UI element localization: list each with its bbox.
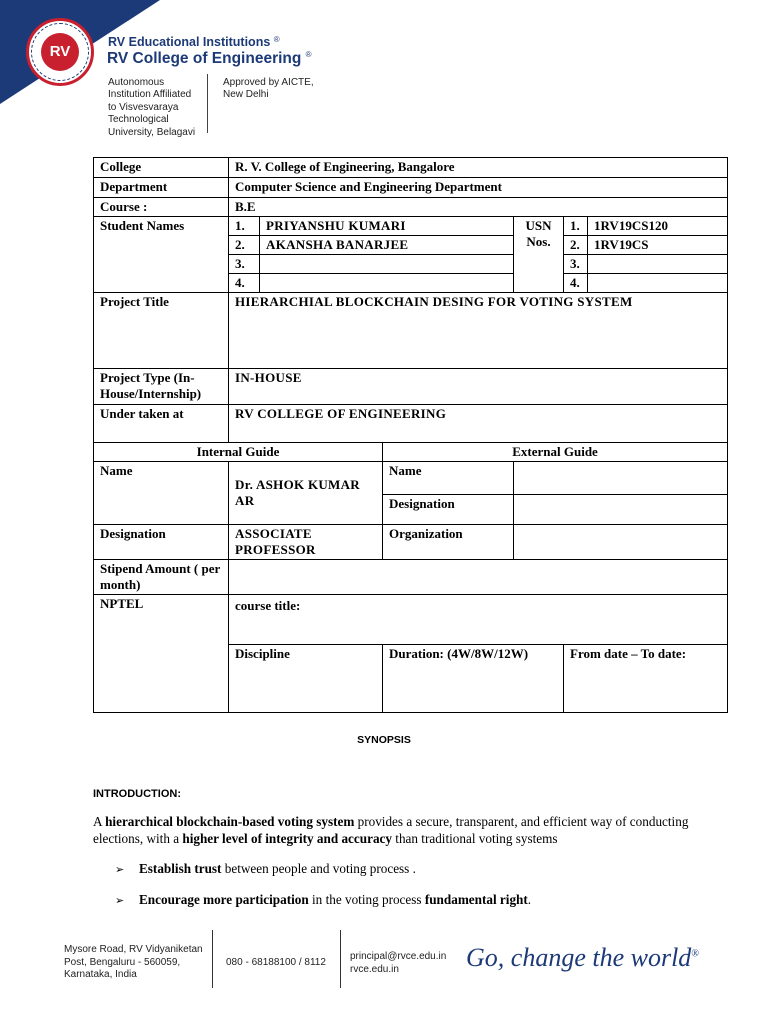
student-no: 1. (229, 217, 260, 236)
project-title-value: HIERARCHIAL BLOCKCHAIN DESING FOR VOTING SYSTEM (229, 293, 728, 369)
department-value: Computer Science and Engineering Department (229, 178, 728, 198)
autonomous-line: University, Belagavi (108, 126, 196, 138)
project-title-label: Project Title (94, 293, 229, 369)
aicte-line: New Delhi (223, 89, 269, 101)
duration-label: Duration: (4W/8W/12W) (383, 645, 564, 713)
student-name: AKANSHA BANARJEE (260, 236, 514, 255)
edu-institutions-text: RV Educational Institutions (108, 35, 271, 49)
external-name-label: Name (383, 462, 514, 495)
address-line: Karnataka, India (64, 969, 137, 980)
internal-guide-header: Internal Guide (94, 443, 383, 462)
college-title-text: RV College of Engineering (107, 50, 302, 67)
external-designation-label: Designation (383, 495, 514, 525)
project-type-label: Project Type (In-House/Internship) (94, 369, 229, 405)
autonomous-line: Autonomous (108, 77, 165, 88)
bullet-text: in the voting process (308, 892, 425, 907)
bullet-text: between people and voting process . (221, 861, 416, 876)
reg-mark: ® (305, 50, 312, 59)
autonomous-line: Technological (108, 114, 169, 126)
course-value: B.E (229, 198, 728, 217)
usn-value (588, 274, 728, 293)
intro-bold: hierarchical blockchain-based voting system (105, 814, 355, 829)
organization-label: Organization (383, 525, 514, 560)
arrow-bullet-icon: ➢ (115, 895, 125, 907)
undertaken-label: Under taken at (94, 405, 229, 443)
autonomous-line: to Visvesvaraya (108, 101, 179, 113)
synopsis-heading: SYNOPSIS (357, 734, 411, 746)
slogan (466, 943, 699, 973)
autonomous-line: Institution Affiliated (108, 89, 192, 101)
student-no: 4. (229, 274, 260, 293)
address-line: Post, Bengaluru - 560059, (64, 956, 181, 968)
internal-name-label: Name (94, 462, 229, 525)
student-name: PRIYANSHU KUMARI (260, 217, 514, 236)
bullet-item (115, 892, 531, 908)
college-title (107, 50, 312, 68)
introduction-paragraph (93, 813, 733, 847)
bullet-text: . (527, 892, 532, 907)
footer-website-link[interactable]: rvce.edu.in (350, 963, 399, 975)
aicte-info (223, 77, 314, 102)
bullet-bold: Establish trust (139, 861, 222, 876)
nptel-label: NPTEL (94, 595, 229, 713)
usn-label: USN Nos. (514, 217, 564, 293)
college-value: R. V. College of Engineering, Bangalore (229, 158, 728, 178)
logo-emblem: RV (41, 33, 79, 71)
autonomous-info (108, 77, 195, 139)
undertaken-value: RV COLLEGE OF ENGINEERING (229, 405, 728, 443)
discipline-label: Discipline (229, 645, 383, 713)
edu-institutions-title (108, 35, 280, 49)
arrow-bullet-icon: ➢ (115, 864, 125, 876)
student-names-label: Student Names (94, 217, 229, 293)
intro-text: A (93, 814, 106, 829)
usn-value: 1RV19CS120 (588, 217, 728, 236)
bullet-bold: Encourage more participation (139, 892, 309, 907)
usn-value: 1RV19CS (588, 236, 728, 255)
external-designation-value (514, 495, 728, 525)
usn-no: 1. (564, 217, 588, 236)
bullet-bold: fundamental right (424, 892, 528, 907)
student-name (260, 255, 514, 274)
usn-value (588, 255, 728, 274)
stipend-label: Stipend Amount ( per month) (94, 560, 229, 595)
slogan-text: Go, change the world (466, 943, 692, 972)
dates-label: From date – To date: (564, 645, 728, 713)
internal-designation-label: Designation (94, 525, 229, 560)
college-label: College (94, 158, 229, 178)
aicte-line: Approved by AICTE, (223, 77, 314, 88)
introduction-heading: INTRODUCTION: (93, 788, 181, 800)
college-logo (26, 18, 94, 86)
usn-no: 4. (564, 274, 588, 293)
student-no: 3. (229, 255, 260, 274)
stipend-value (229, 560, 728, 595)
student-no: 2. (229, 236, 260, 255)
course-title-label: course title: (229, 595, 728, 645)
header-divider (207, 74, 208, 133)
usn-no: 3. (564, 255, 588, 274)
course-label: Course : (94, 198, 229, 217)
external-name-value (514, 462, 728, 495)
footer-address (64, 944, 203, 982)
intro-text: provides a secure, transparent, and efficient way of conducting elections, with a (93, 814, 689, 846)
department-label: Department (94, 178, 229, 198)
footer-contact (350, 951, 446, 976)
footer-divider (340, 930, 341, 988)
intro-text: than traditional voting systems (391, 831, 558, 846)
bullet-item (115, 861, 416, 877)
footer-phone: 080 - 68188100 / 8112 (226, 957, 326, 968)
student-name (260, 274, 514, 293)
internal-designation-value: ASSOCIATE PROFESSOR (229, 525, 383, 560)
external-guide-header: External Guide (383, 443, 728, 462)
usn-no: 2. (564, 236, 588, 255)
slogan-reg-mark: ® (691, 948, 699, 960)
footer-divider (212, 930, 213, 988)
project-type-value: IN-HOUSE (229, 369, 728, 405)
intro-bold: higher level of integrity and accuracy (182, 831, 392, 846)
address-line: Mysore Road, RV Vidyaniketan (64, 944, 203, 955)
project-form-table (93, 157, 728, 713)
footer-email-link[interactable]: principal@rvce.edu.in (350, 951, 447, 962)
reg-mark: ® (273, 35, 280, 44)
organization-value (514, 525, 728, 560)
internal-name-value: Dr. ASHOK KUMAR AR (229, 462, 383, 525)
